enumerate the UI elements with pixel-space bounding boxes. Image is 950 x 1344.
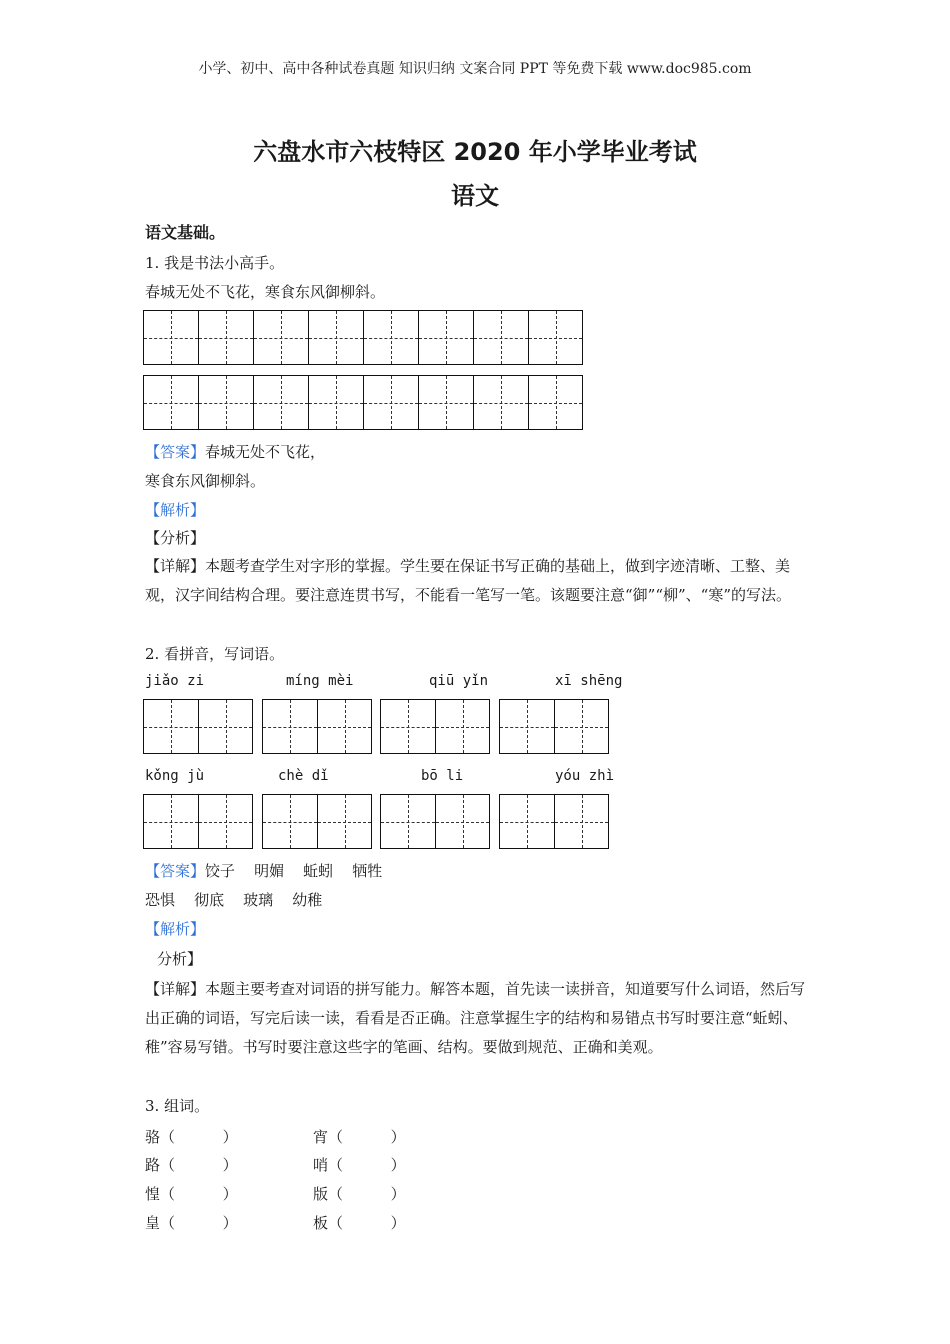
q2-grid-1 bbox=[143, 699, 253, 754]
q2-detail: 【详解】本题主要考查对词语的拼写能力。解答本题，首先读一读拼音，知道要写什么词语，然后写出正确的词语，写完后读一读，看看是否正确。注意掌握生字的结构和易错点书写时要注意“蚯蚓、稚”容易写错。书写时要注意这些字的笔画、结构。要做到规范、正确和美观。 bbox=[145, 980, 806, 1056]
q3-word-blank[interactable]: 版（ ） bbox=[313, 1185, 406, 1203]
pinyin-label: jiǎo zi bbox=[145, 673, 205, 689]
writing-cell[interactable] bbox=[435, 794, 490, 849]
pinyin-label: kǒng jù bbox=[145, 768, 205, 784]
q1-grid-row-1 bbox=[143, 310, 583, 365]
writing-cell[interactable] bbox=[143, 375, 198, 430]
q1-answer-line-1: 春城无处不飞花， bbox=[205, 443, 326, 461]
writing-cell[interactable] bbox=[499, 794, 554, 849]
writing-cell[interactable] bbox=[554, 794, 609, 849]
writing-cell[interactable] bbox=[198, 794, 253, 849]
writing-cell[interactable] bbox=[253, 310, 308, 365]
answer-tag: 【答案】 bbox=[145, 443, 206, 461]
writing-cell[interactable] bbox=[473, 375, 528, 430]
writing-cell[interactable] bbox=[380, 794, 435, 849]
q2-grid-6 bbox=[262, 794, 372, 849]
q2-grid-5 bbox=[143, 794, 253, 849]
answer-tag: 【答案】 bbox=[145, 862, 206, 880]
writing-cell[interactable] bbox=[308, 310, 363, 365]
q3-word-blank[interactable]: 路（ ） bbox=[145, 1156, 238, 1174]
writing-cell[interactable] bbox=[528, 310, 583, 365]
writing-cell[interactable] bbox=[143, 699, 198, 754]
writing-cell[interactable] bbox=[143, 794, 198, 849]
q2-answer bbox=[145, 862, 382, 880]
writing-cell[interactable] bbox=[380, 699, 435, 754]
q3-word-blank[interactable]: 骆（ ） bbox=[145, 1128, 238, 1146]
q2-fenxi: 分析】 bbox=[157, 950, 203, 968]
writing-cell[interactable] bbox=[473, 310, 528, 365]
exam-subject: 语文 bbox=[451, 182, 499, 210]
q2-grid-7 bbox=[380, 794, 490, 849]
writing-cell[interactable] bbox=[317, 794, 372, 849]
writing-cell[interactable] bbox=[198, 310, 253, 365]
writing-cell[interactable] bbox=[198, 375, 253, 430]
pinyin-label: yóu zhì bbox=[555, 768, 615, 784]
q2-grid-3 bbox=[380, 699, 490, 754]
writing-cell[interactable] bbox=[363, 375, 418, 430]
q1-text: 春城无处不飞花，寒食东风御柳斜。 bbox=[145, 283, 386, 301]
q2-answer-line-2: 恐惧 彻底 玻璃 幼稚 bbox=[145, 891, 323, 909]
q2-grid-4 bbox=[499, 699, 609, 754]
writing-cell[interactable] bbox=[528, 375, 583, 430]
pinyin-label: xī shēng bbox=[555, 673, 623, 689]
q3-word-blank[interactable]: 哨（ ） bbox=[313, 1156, 406, 1174]
pinyin-label: qiū yǐn bbox=[429, 673, 489, 689]
writing-cell[interactable] bbox=[363, 310, 418, 365]
writing-cell[interactable] bbox=[198, 699, 253, 754]
pinyin-label: chè dǐ bbox=[278, 768, 329, 784]
exam-title: 六盘水市六枝特区 2020 年小学毕业考试 bbox=[253, 138, 697, 166]
writing-cell[interactable] bbox=[418, 310, 473, 365]
q2-grid-2 bbox=[262, 699, 372, 754]
q3-prompt: 3. 组词。 bbox=[145, 1097, 210, 1115]
writing-cell[interactable] bbox=[317, 699, 372, 754]
writing-cell[interactable] bbox=[435, 699, 490, 754]
q3-word-blank[interactable]: 惶（ ） bbox=[145, 1185, 238, 1203]
writing-cell[interactable] bbox=[554, 699, 609, 754]
section-heading: 语文基础。 bbox=[145, 223, 226, 242]
page-header: 小学、初中、高中各种试卷真题 知识归纳 文案合同 PPT 等免费下载 www.doc985.com bbox=[198, 61, 752, 77]
writing-cell[interactable] bbox=[418, 375, 473, 430]
writing-cell[interactable] bbox=[262, 794, 317, 849]
q3-word-blank[interactable]: 皇（ ） bbox=[145, 1214, 238, 1232]
q2-jiexi: 【解析】 bbox=[145, 920, 206, 938]
writing-cell[interactable] bbox=[253, 375, 308, 430]
q1-answer-line-2: 寒食东风御柳斜。 bbox=[145, 472, 266, 490]
q1-prompt: 1. 我是书法小高手。 bbox=[145, 254, 285, 272]
writing-cell[interactable] bbox=[143, 310, 198, 365]
pinyin-label: míng mèi bbox=[286, 673, 354, 689]
q2-answer-line-1: 饺子 明媚 蚯蚓 牺牲 bbox=[205, 862, 383, 880]
q3-word-blank[interactable]: 板（ ） bbox=[313, 1214, 406, 1232]
q1-fenxi: 【分析】 bbox=[145, 529, 206, 547]
writing-cell[interactable] bbox=[499, 699, 554, 754]
q3-word-blank[interactable]: 宵（ ） bbox=[313, 1128, 406, 1146]
q1-detail: 【详解】本题考查学生对字形的掌握。学生要在保证书写正确的基础上，做到字迹清晰、工整、美观，汉字间结构合理。要注意连贯书写，不能看一笔写一笔。该题要注意“御”“柳”、“寒”的写法。 bbox=[145, 557, 792, 604]
q1-answer bbox=[145, 443, 325, 461]
q2-grid-8 bbox=[499, 794, 609, 849]
q2-prompt: 2. 看拼音，写词语。 bbox=[145, 645, 285, 663]
writing-cell[interactable] bbox=[262, 699, 317, 754]
q1-jiexi: 【解析】 bbox=[145, 501, 206, 519]
writing-cell[interactable] bbox=[308, 375, 363, 430]
q1-grid-row-2 bbox=[143, 375, 583, 430]
pinyin-label: bō li bbox=[421, 768, 464, 784]
